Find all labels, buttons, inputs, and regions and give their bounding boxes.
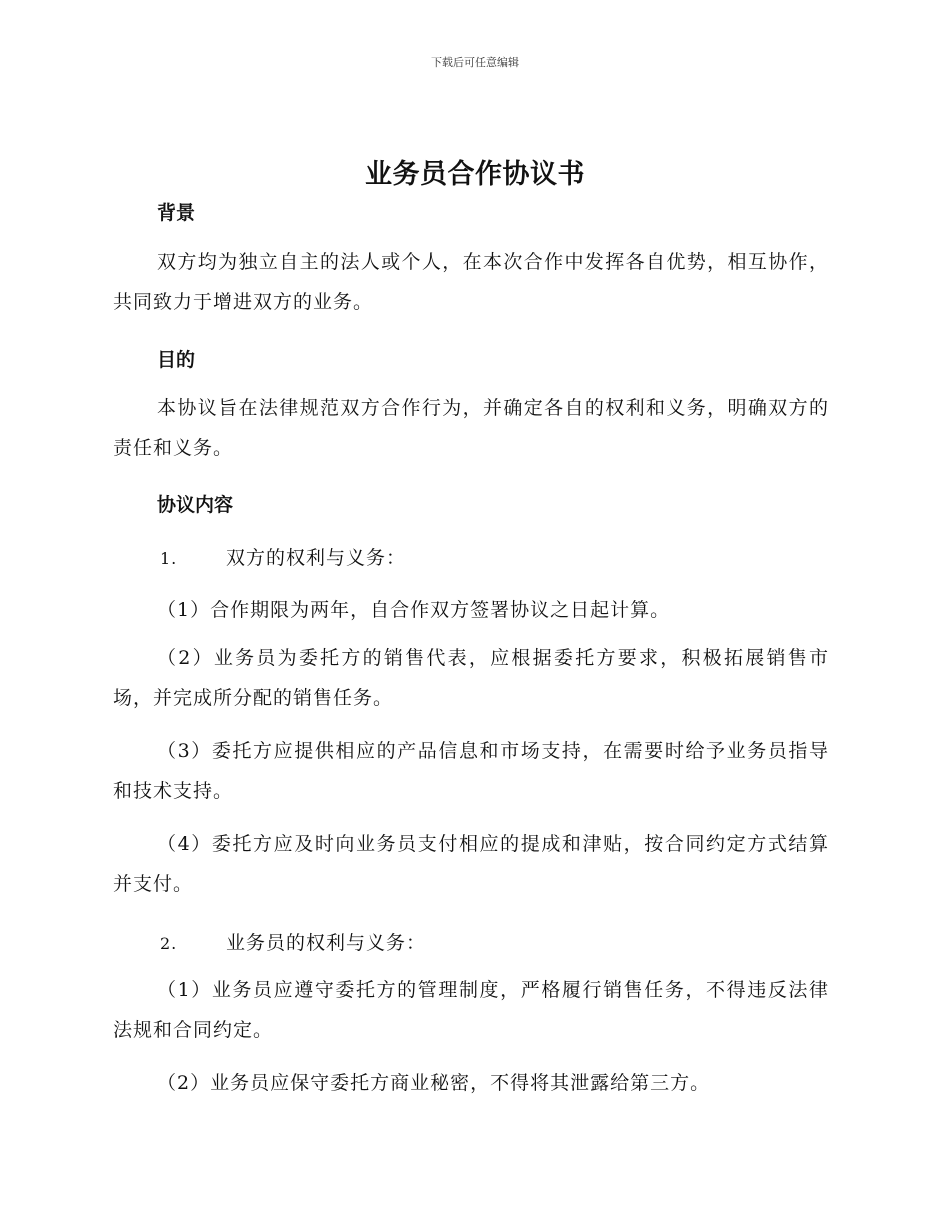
section-heading-content: 协议内容 bbox=[157, 494, 234, 516]
numbered-item-2 bbox=[160, 928, 426, 955]
item-number: 1. bbox=[160, 549, 178, 568]
item-title: 业务员的权利与义务： bbox=[226, 932, 427, 954]
document-title: 业务员合作协议书 bbox=[365, 159, 585, 190]
header-note: 下载后可任意编辑 bbox=[431, 56, 519, 69]
numbered-item-1 bbox=[160, 543, 406, 570]
section-heading-purpose: 目的 bbox=[157, 349, 196, 371]
item-number: 2. bbox=[160, 934, 178, 953]
clause-1-3: （3）委托方应提供相应的产品信息和市场支持，在需要时给予业务员指导和技术支持。 bbox=[113, 740, 829, 802]
clause-1-1: （1）合作期限为两年，自合作双方签署协议之日起计算。 bbox=[157, 599, 671, 621]
paragraph-background: 双方均为独立自主的法人或个人，在本次合作中发挥各自优势，相互协作，共同致力于增进双方的业务。 bbox=[113, 251, 829, 313]
section-heading-background: 背景 bbox=[157, 202, 196, 224]
item-title: 双方的权利与义务： bbox=[226, 547, 407, 569]
clause-1-2: （2）业务员为委托方的销售代表，应根据委托方要求，积极拓展销售市场，并完成所分配的销售任务。 bbox=[113, 647, 829, 709]
clause-2-1: （1）业务员应遵守委托方的管理制度，严格履行销售任务，不得违反法律法规和合同约定。 bbox=[113, 979, 829, 1041]
clause-1-4: （4）委托方应及时向业务员支付相应的提成和津贴，按合同约定方式结算并支付。 bbox=[113, 833, 829, 895]
clause-2-2: （2）业务员应保守委托方商业秘密，不得将其泄露给第三方。 bbox=[157, 1072, 711, 1094]
paragraph-purpose: 本协议旨在法律规范双方合作行为，并确定各自的权利和义务，明确双方的责任和义务。 bbox=[113, 397, 829, 459]
